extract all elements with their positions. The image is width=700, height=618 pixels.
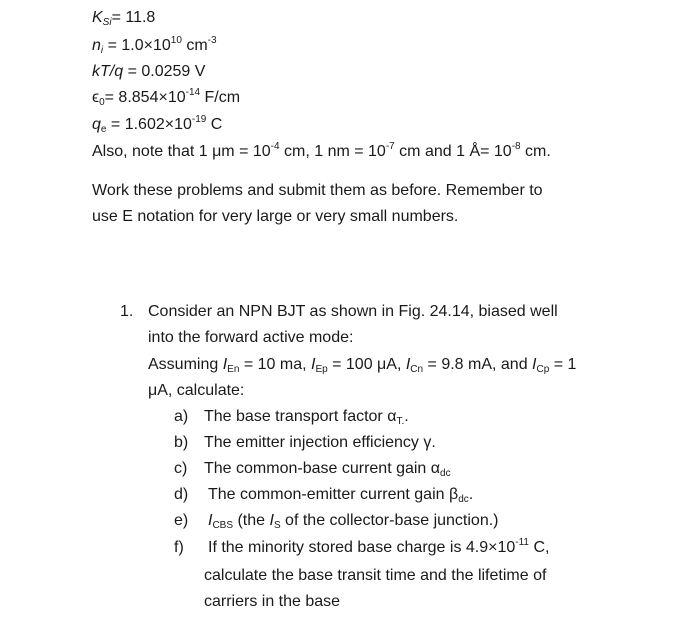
item-b-text: The emitter injection efficiency γ.: [204, 434, 436, 451]
item-f-text-line-2: calculate the base transit time and the lifetime of: [204, 567, 547, 584]
problem-intro-line-2: into the forward active mode:: [148, 329, 354, 346]
unit-note: Also, note that 1 $\mu m = 10^{-4}$ cm, 1 nm = $10^{-7}$ cm and 1 Å= $10^{-8}$ cm.: [92, 141, 551, 160]
problem-assumption-line-2: μA, calculate:: [148, 382, 245, 399]
item-d-label: d): [174, 486, 189, 503]
item-b-label: b): [174, 434, 189, 451]
item-c-label: c): [174, 460, 188, 477]
item-d-text: The common-emitter current gain $\beta_{dc}$.: [208, 486, 474, 505]
item-f-text-line-3: carriers in the base: [204, 593, 341, 610]
problem-assumption-line-1: Assuming $I_{En} = 10$ ma, $I_{Ep} = 100$ μA, $I_{Cn} = 9.8$ mA, and $I_{Cp} = 1$: [148, 356, 577, 375]
item-c-text: The common-base current gain $\alpha_{dc}$: [204, 460, 451, 479]
constant-epsilon0: $\epsilon_0= 8.854\times 10^{-14}$ F/cm: [92, 87, 241, 108]
instructions-line-2: use E notation for very large or very small numbers.: [92, 208, 459, 225]
constant-qe: $q_e = 1.602\times 10^{-19}$ C: [92, 114, 223, 135]
problem-number: 1.: [120, 303, 134, 320]
item-a-text: The base transport factor $\alpha_{T.}$.: [204, 408, 409, 427]
constant-ksi: $K_{Si}= 11.8$: [92, 9, 156, 28]
item-a-label: a): [174, 408, 189, 425]
instructions-line-1: Work these problems and submit them as before. Remember to: [92, 182, 543, 199]
constant-kt-over-q: kT/q = 0.0259 V: [92, 63, 206, 80]
constant-ni: $n_i = 1.0\times 10^{10}$ $cm^{-3}$: [92, 35, 217, 56]
item-f-text-line-1: If the minority stored base charge is $4.9\times 10^{-11}$ C,: [208, 537, 550, 556]
item-f-label: f): [174, 539, 184, 556]
item-e-text: $I_{CBS}$ (the $I_S$ of the collector-base junction.): [208, 512, 499, 531]
item-e-label: e): [174, 512, 189, 529]
problem-intro-line-1: Consider an NPN BJT as shown in Fig. 24.14, biased well: [148, 303, 558, 320]
